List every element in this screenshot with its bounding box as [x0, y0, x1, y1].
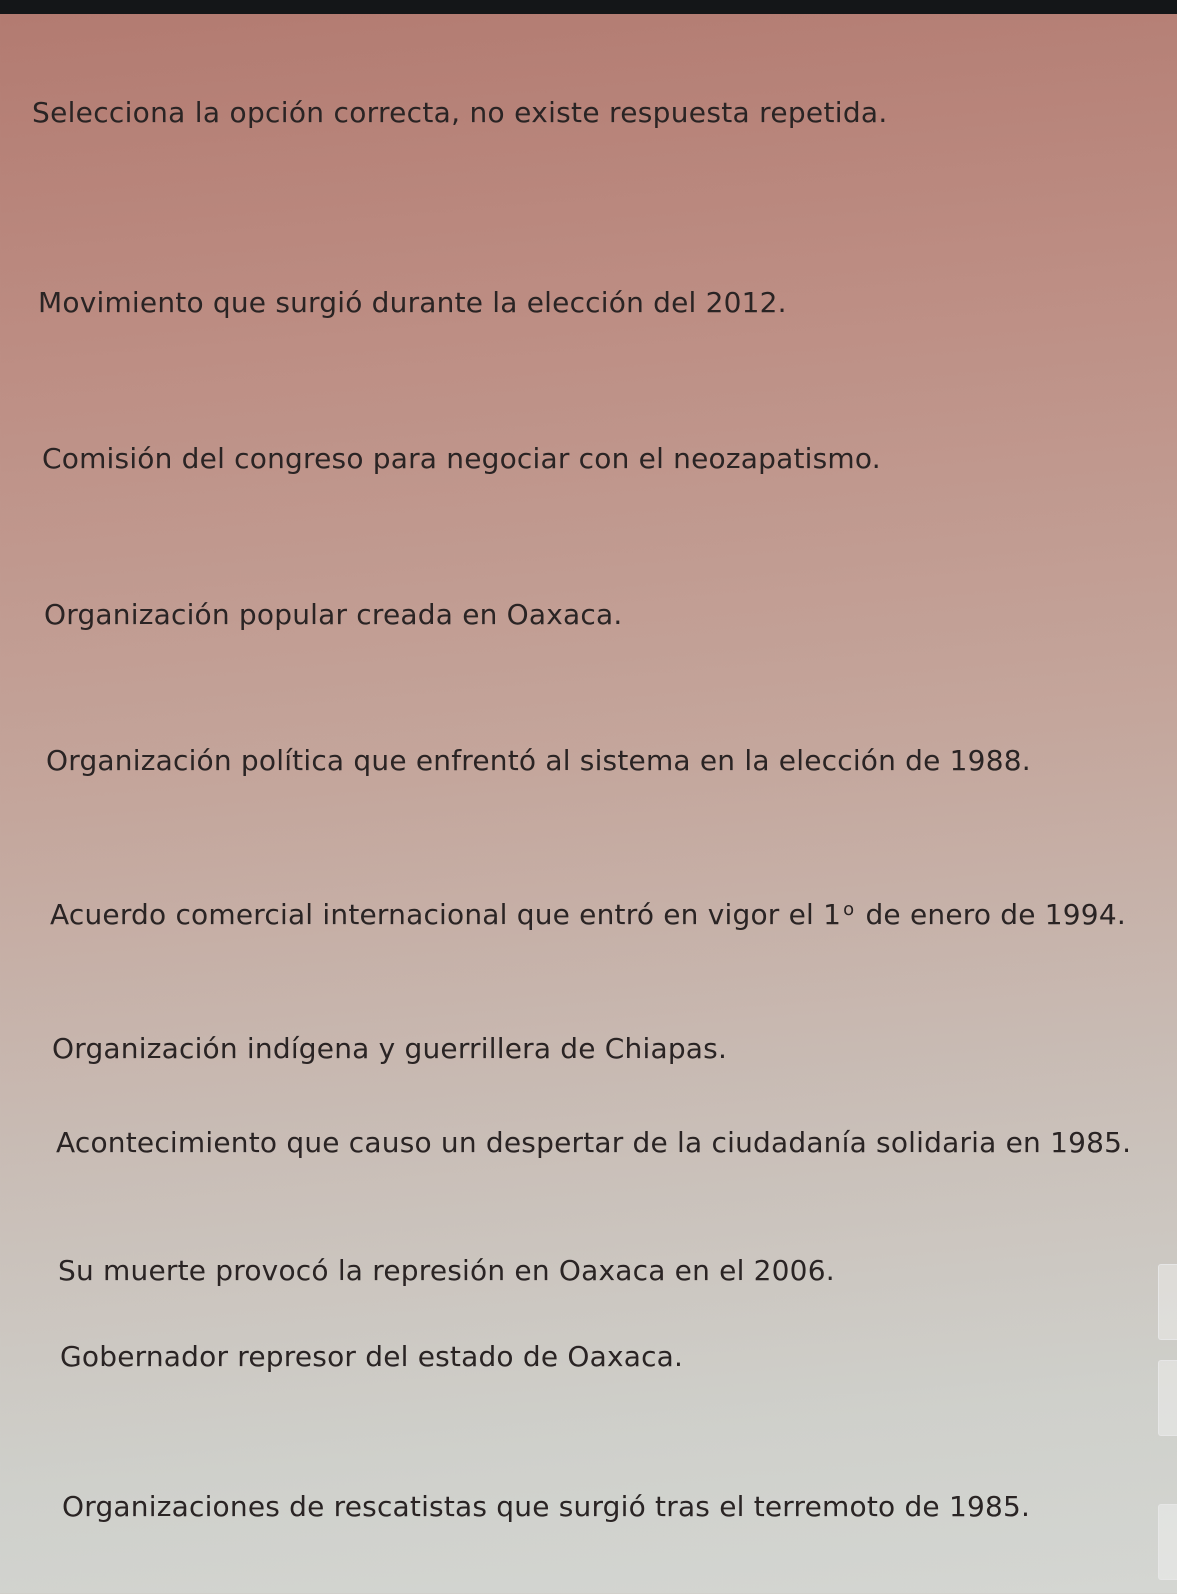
- top-bar: [0, 0, 1177, 14]
- question-5: [50, 898, 1126, 931]
- answer-dropdown-9[interactable]: [1158, 1360, 1177, 1436]
- question-5-text-start: Acuerdo comercial internacional que entró en vigor el 1: [50, 898, 842, 931]
- quiz-page: [0, 14, 1177, 1594]
- question-5-superscript: o: [843, 899, 855, 920]
- question-9: Gobernador represor del estado de Oaxaca.: [60, 1340, 684, 1373]
- instruction-text: Selecciona la opción correcta, no existe respuesta repetida.: [32, 96, 888, 129]
- question-5-text-end: de enero de 1994.: [856, 898, 1126, 931]
- question-1: Movimiento que surgió durante la elección del 2012.: [38, 286, 787, 319]
- question-10: Organizaciones de rescatistas que surgió tras el terremoto de 1985.: [62, 1490, 1031, 1523]
- answer-dropdown-8[interactable]: [1158, 1264, 1177, 1340]
- question-3: Organización popular creada en Oaxaca.: [44, 598, 623, 631]
- question-6: Organización indígena y guerrillera de Chiapas.: [52, 1032, 728, 1065]
- question-4: Organización política que enfrentó al sistema en la elección de 1988.: [46, 744, 1031, 777]
- question-2: Comisión del congreso para negociar con el neozapatismo.: [42, 442, 881, 475]
- question-8: Su muerte provocó la represión en Oaxaca en el 2006.: [58, 1254, 835, 1287]
- question-7: Acontecimiento que causo un despertar de la ciudadanía solidaria en 1985.: [56, 1126, 1132, 1159]
- answer-dropdown-10[interactable]: [1158, 1504, 1177, 1580]
